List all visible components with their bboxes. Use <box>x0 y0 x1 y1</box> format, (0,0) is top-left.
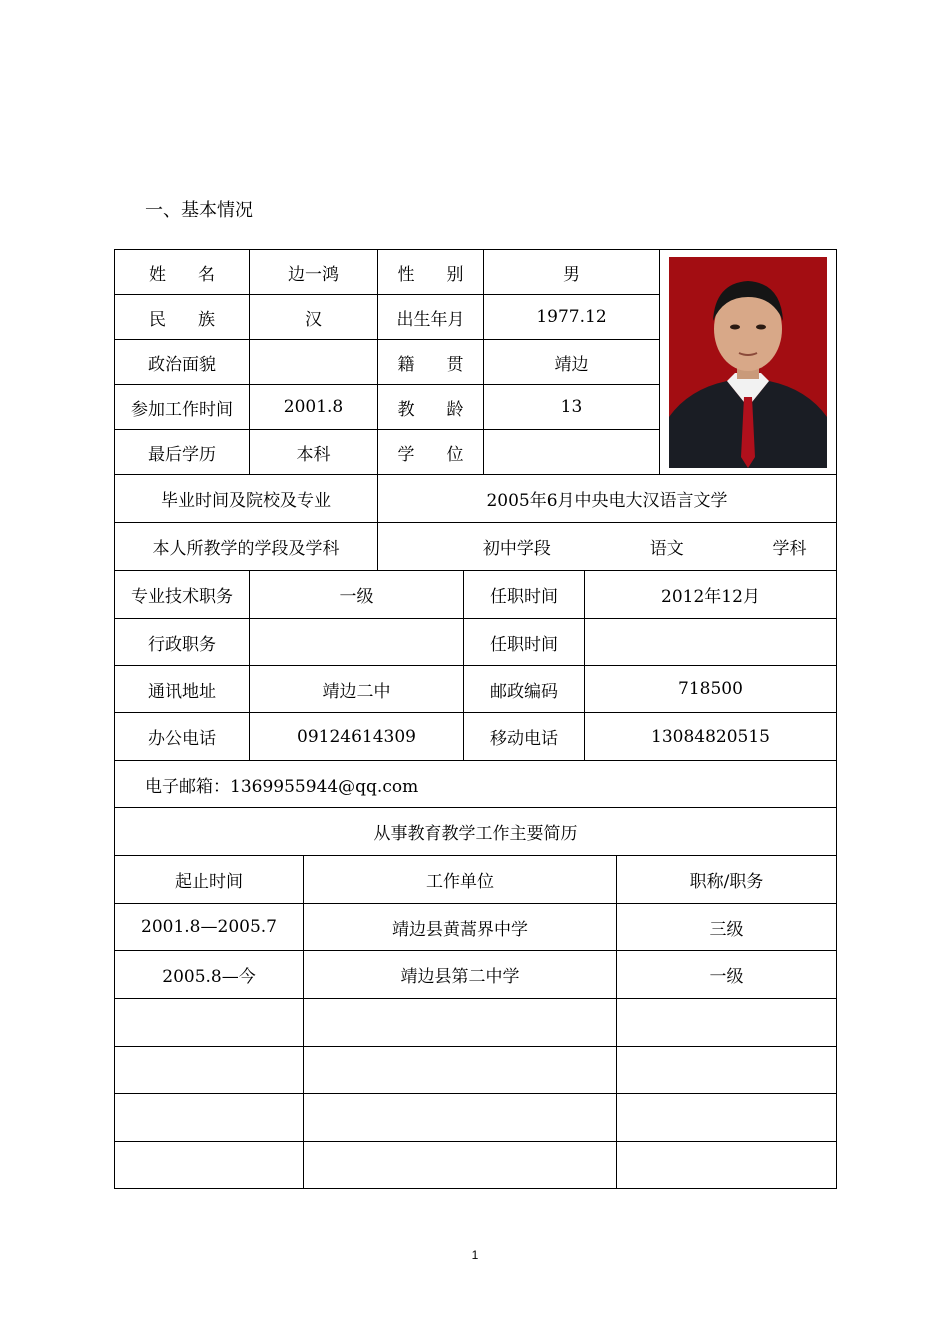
political-label: 政治面貌 <box>115 340 250 385</box>
political-value <box>250 340 378 385</box>
history-title: 从事教育教学工作主要简历 <box>115 808 837 856</box>
history-workplace <box>304 1094 617 1142</box>
postcode-value: 718500 <box>585 666 837 713</box>
workstart-value: 2001.8 <box>250 385 378 430</box>
native-label: 籍 贯 <box>378 340 484 385</box>
name-value: 边一鸿 <box>250 250 378 295</box>
history-period <box>115 1047 304 1094</box>
title-value: 一级 <box>250 571 464 619</box>
table-row <box>115 999 837 1047</box>
table-row <box>115 1094 837 1142</box>
section-title: 一、基本情况 <box>145 200 253 221</box>
degree-label: 学 位 <box>378 430 484 475</box>
native-value: 靖边 <box>484 340 660 385</box>
history-workplace <box>304 1047 617 1094</box>
graduation-label: 毕业时间及院校及专业 <box>115 475 378 523</box>
gender-value: 男 <box>484 250 660 295</box>
mobile-label: 移动电话 <box>464 713 585 761</box>
birth-label: 出生年月 <box>378 295 484 340</box>
table-header-row <box>115 856 837 904</box>
photo-cell <box>660 250 837 475</box>
work-history-table <box>114 855 837 1189</box>
subject-value: 语文 <box>649 539 684 559</box>
basic-info-table <box>114 249 837 571</box>
education-label: 最后学历 <box>115 430 250 475</box>
job-info-table <box>114 570 837 856</box>
table-row <box>115 571 837 619</box>
table-row <box>115 250 837 295</box>
table-row <box>115 761 837 808</box>
history-title: 三级 <box>617 904 837 951</box>
table-row <box>115 808 837 856</box>
history-title: 一级 <box>617 951 837 999</box>
admin-time-label: 任职时间 <box>464 619 585 666</box>
title-time-label: 任职时间 <box>464 571 585 619</box>
history-title <box>617 1047 837 1094</box>
header-period: 起止时间 <box>115 856 304 904</box>
teaching-label: 本人所教学的学段及学科 <box>115 523 378 571</box>
stage-value: 初中学段 <box>482 539 551 559</box>
history-period <box>115 1142 304 1189</box>
table-row <box>115 713 837 761</box>
admin-value <box>250 619 464 666</box>
education-value: 本科 <box>250 430 378 475</box>
history-workplace <box>304 1142 617 1189</box>
name-label: 姓 名 <box>115 250 250 295</box>
title-label: 专业技术职务 <box>115 571 250 619</box>
office-phone-label: 办公电话 <box>115 713 250 761</box>
address-label: 通讯地址 <box>115 666 250 713</box>
page-number: 1 <box>471 1248 479 1262</box>
table-row <box>115 1047 837 1094</box>
ethnic-value: 汉 <box>250 295 378 340</box>
history-workplace: 靖边县黄蒿界中学 <box>304 904 617 951</box>
graduation-value: 2005年6月中央电大汉语言文学 <box>378 475 837 523</box>
history-workplace <box>304 999 617 1047</box>
table-row <box>115 904 837 951</box>
birth-value: 1977.12 <box>484 295 660 340</box>
email-text: 电子邮箱：1369955944@qq.com <box>115 761 837 808</box>
history-period <box>115 1094 304 1142</box>
header-workplace: 工作单位 <box>304 856 617 904</box>
history-workplace: 靖边县第二中学 <box>304 951 617 999</box>
history-title <box>617 1094 837 1142</box>
gender-label: 性 别 <box>378 250 484 295</box>
postcode-label: 邮政编码 <box>464 666 585 713</box>
history-period <box>115 999 304 1047</box>
right-eye <box>756 324 766 329</box>
teaching-value <box>378 523 837 571</box>
address-value: 靖边二中 <box>250 666 464 713</box>
admin-label: 行政职务 <box>115 619 250 666</box>
history-title <box>617 999 837 1047</box>
degree-value <box>484 430 660 475</box>
portrait-photo <box>669 257 827 468</box>
history-period: 2001.8—2005.7 <box>115 904 304 951</box>
portrait-illustration <box>669 257 827 468</box>
table-row <box>115 1142 837 1189</box>
table-row <box>115 666 837 713</box>
history-title <box>617 1142 837 1189</box>
mobile-value: 13084820515 <box>585 713 837 761</box>
teachyears-label: 教 龄 <box>378 385 484 430</box>
header-title: 职称/职务 <box>617 856 837 904</box>
ethnic-label: 民 族 <box>115 295 250 340</box>
title-time-value: 2012年12月 <box>585 571 837 619</box>
subject-suffix: 学科 <box>772 539 807 559</box>
teachyears-value: 13 <box>484 385 660 430</box>
history-period: 2005.8—今 <box>115 951 304 999</box>
admin-time-value <box>585 619 837 666</box>
table-row <box>115 523 837 571</box>
left-eye <box>730 324 740 329</box>
office-phone-value: 09124614309 <box>250 713 464 761</box>
workstart-label: 参加工作时间 <box>115 385 250 430</box>
table-row <box>115 475 837 523</box>
table-row <box>115 619 837 666</box>
table-row <box>115 951 837 999</box>
